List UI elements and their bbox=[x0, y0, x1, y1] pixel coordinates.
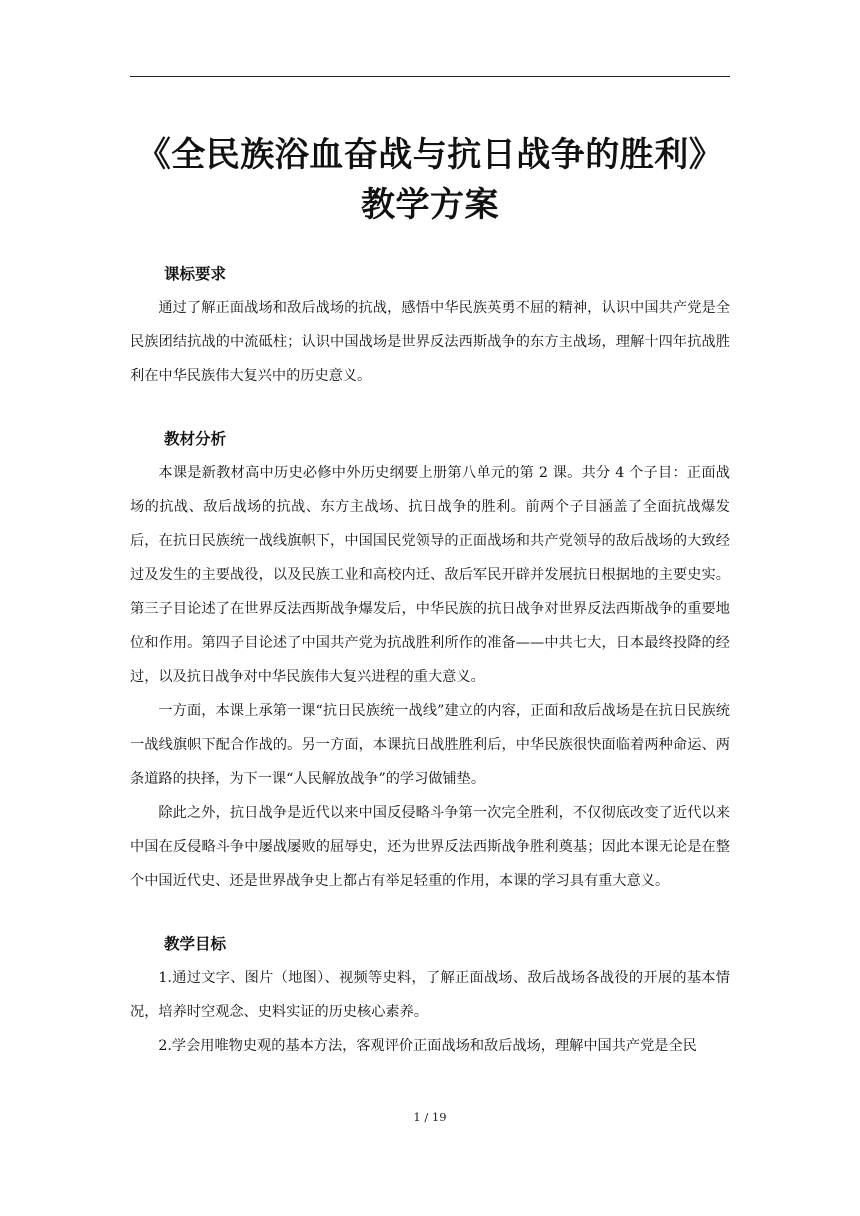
header-rule bbox=[130, 76, 730, 77]
document-title bbox=[100, 130, 760, 230]
paragraph: 1.通过文字、图片（地图）、视频等史料，了解正面战场、敌后战场各战役的开展的基本情况，培养时空观念、史料实证的历史核心素养。 bbox=[130, 970, 730, 1020]
section-gap bbox=[130, 898, 730, 928]
section-gap bbox=[130, 393, 730, 423]
document-title-line-1: 《全民族浴血奋战与抗日战争的胜利》 bbox=[136, 135, 724, 175]
section-heading: 教材分析 bbox=[164, 430, 227, 448]
paragraph: 除此之外，抗日战争是近代以来中国反侵略斗争第一次完全胜利，不仅彻底改变了近代以来中国在反侵略斗争中屡战屡败的屈辱史，还为世界反法西斯战争胜利奠基；因此本课无论是在整个中国近代史、还是世界战争史上都占有举足轻重的作用，本课的学习具有重大意义。 bbox=[130, 805, 730, 889]
section-heading: 课标要求 bbox=[164, 265, 227, 283]
section-teaching-objectives bbox=[130, 928, 730, 1063]
document-body bbox=[130, 258, 730, 1063]
section-textbook-analysis bbox=[130, 423, 730, 898]
paragraph: 本课是新教材高中历史必修中外历史纲要上册第八单元的第 2 课。共分 4 个子目：正面战场的抗战、敌后战场的抗战、东方主战场、抗日战争的胜利。前两个子目涵盖了全面抗战爆发后，在抗日民族统一战线旗帜下，中国国民党领导的正面战场和共产党领导的敌后战场的大致经过及发生的主要战役，以及民族工业和高校内迁、敌后军民开辟并发展抗日根据地的主要史实。第三子目论述了在世界反法西斯战争爆发后，中华民族的抗日战争对世界反法西斯战争的重要地位和作用。第四子目论述了中国共产党为抗战胜利所作的准备——中共七大，日本最终投降的经过，以及抗日战争对中华民族伟大复兴进程的重大意义。 bbox=[130, 465, 730, 685]
page-number: 1 / 19 bbox=[413, 1110, 447, 1124]
document-title-line-2: 教学方案 bbox=[361, 185, 499, 225]
paragraph: 通过了解正面战场和敌后战场的抗战，感悟中华民族英勇不屈的精神，认识中国共产党是全民族团结抗战的中流砥柱；认识中国战场是世界反法西斯战争的东方主战场，理解十四年抗战胜利在中华民族伟大复兴中的历史意义。 bbox=[130, 300, 730, 384]
section-heading: 教学目标 bbox=[164, 935, 227, 953]
section-curriculum-requirements bbox=[130, 258, 730, 393]
paragraph: 一方面，本课上承第一课“抗日民族统一战线”建立的内容，正面和敌后战场是在抗日民族统一战线旗帜下配合作战的。另一方面，本课抗日战胜胜利后，中华民族很快面临着两种命运、两条道路的抉择，为下一课“人民解放战争”的学习做铺垫。 bbox=[130, 703, 730, 787]
paragraph: 2.学会用唯物史观的基本方法，客观评价正面战场和敌后战场，理解中国共产党是全民 bbox=[158, 1038, 697, 1054]
